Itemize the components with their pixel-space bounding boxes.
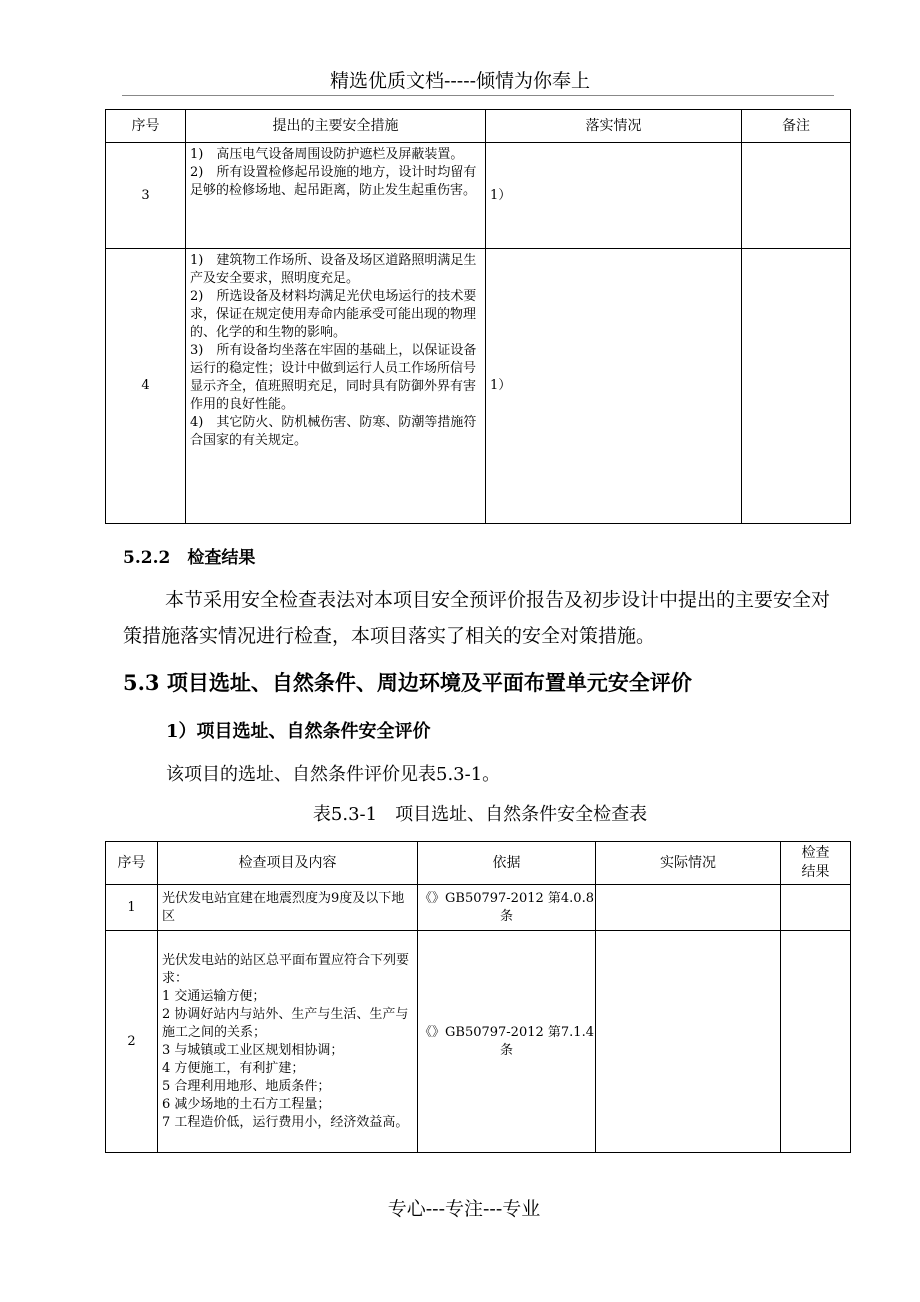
row-number: 2	[106, 931, 158, 1153]
table-row	[106, 885, 851, 931]
measure-item: 2) 所有设置检修起吊设施的地方，设计时均留有足够的检修场地、起吊距离，防止发生起重伤害。	[190, 165, 477, 198]
measure-item: 4) 其它防火、防机械伤害、防寒、防潮等措施符合国家的有关规定。	[190, 415, 477, 448]
section-paragraph: 本节采用安全检查表法对本项目安全预评价报告及初步设计中提出的主要安全对策措施落实情况进行检查，本项目落实了相关的安全对策措施。	[123, 589, 831, 647]
measure-item: 2) 所选设备及材料均满足光伏电场运行的技术要求，保证在规定使用寿命内能承受可能出现的物理的、化学的和生物的影响。	[190, 289, 477, 340]
measures-cell	[186, 249, 486, 524]
safety-measures-table	[105, 109, 851, 524]
table-header-row	[106, 842, 851, 885]
content-line: 3 与城镇或工业区规划相协调；	[162, 1042, 344, 1058]
body-line: 该项目的选址、自然条件评价见表5.3-1。	[166, 764, 501, 785]
measure-item: 1) 高压电气设备周围设防护遮栏及屏蔽装置。	[190, 147, 464, 162]
basis-cell: 《》GB50797-2012 第7.1.4条	[418, 931, 596, 1153]
actual-cell	[596, 931, 781, 1153]
remark-cell	[742, 143, 851, 249]
content-line: 光伏发电站宜建在地震烈度为9度及以下地区	[162, 890, 405, 924]
content-cell	[158, 885, 418, 931]
row-number: 3	[106, 143, 186, 249]
column-header: 实际情况	[596, 842, 781, 885]
column-header: 落实情况	[486, 110, 742, 143]
table-caption: 表5.3-1 项目选址、自然条件安全检查表	[312, 804, 648, 825]
content-line: 5 合理利用地形、地质条件；	[162, 1078, 331, 1094]
header-divider	[122, 95, 834, 96]
column-header: 备注	[742, 110, 851, 143]
site-check-table	[105, 841, 851, 1153]
column-header: 提出的主要安全措施	[186, 110, 486, 143]
column-header: 依据	[418, 842, 596, 885]
remark-cell	[742, 249, 851, 524]
table-row	[106, 249, 851, 524]
column-header-text: 检查结果	[801, 845, 830, 880]
result-cell	[781, 885, 851, 931]
page-header: 精选优质文档-----倾情为你奉上	[329, 70, 591, 92]
subsection-heading: 1）项目选址、自然条件安全评价	[166, 721, 431, 742]
row-number: 4	[106, 249, 186, 524]
section-heading-5-3: 5.3 项目选址、自然条件、周边环境及平面布置单元安全评价	[123, 670, 692, 695]
column-header	[781, 842, 851, 885]
content-line: 光伏发电站的站区总平面布置应符合下列要求：	[162, 952, 410, 986]
content-line: 2 协调好站内与站外、生产与生活、生产与施工之间的关系；	[162, 1006, 409, 1040]
status-cell: 1）	[486, 143, 742, 249]
measure-item: 3) 所有设备均坐落在牢固的基础上，以保证设备运行的稳定性；设计中做到运行人员工作场所信号显示齐全，值班照明充足，同时具有防御外界有害作用的良好性能。	[190, 343, 477, 412]
content-cell	[158, 931, 418, 1153]
content-line: 7 工程造价低，运行费用小，经济效益高。	[162, 1114, 409, 1130]
table-header-row	[106, 110, 851, 143]
measures-cell	[186, 143, 486, 249]
table-row	[106, 931, 851, 1153]
basis-cell: 《》GB50797-2012 第4.0.8条	[418, 885, 596, 931]
result-cell	[781, 931, 851, 1153]
column-header: 检查项目及内容	[158, 842, 418, 885]
measure-item: 1) 建筑物工作场所、设备及场区道路照明满足生产及安全要求，照明度充足。	[190, 253, 477, 286]
content-line: 4 方便施工，有利扩建；	[162, 1060, 305, 1076]
page-footer: 专心---专注---专业	[387, 1198, 541, 1220]
content-line: 1 交通运输方便；	[162, 988, 266, 1004]
table-row	[106, 143, 851, 249]
column-header: 序号	[106, 842, 158, 885]
actual-cell	[596, 885, 781, 931]
content-line: 6 减少场地的土石方工程量；	[162, 1096, 331, 1112]
row-number: 1	[106, 885, 158, 931]
status-cell: 1）	[486, 249, 742, 524]
section-heading-5-2-2: 5.2.2 检查结果	[123, 548, 256, 568]
column-header: 序号	[106, 110, 186, 143]
